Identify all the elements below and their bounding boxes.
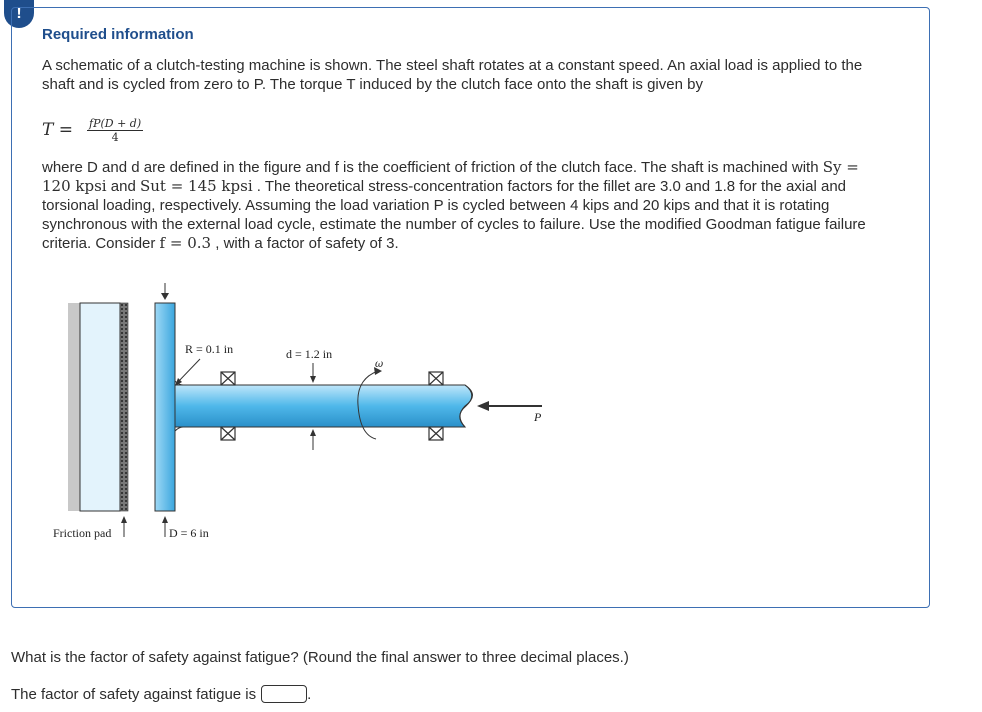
label-omega: ω [375, 359, 384, 370]
problem-statement: A schematic of a clutch-testing machine is shown. The steel shaft rotates at a constant speed. An axial load is applied to the shaft and is cycled from zero to P. The torque T induced by the clutch face onto the shaft is given by [42, 57, 863, 93]
friction-pad [120, 303, 128, 511]
exclamation-icon: ! [4, 0, 34, 28]
details-text-2: and [106, 178, 140, 195]
answer-row [11, 685, 311, 703]
clutch-schematic-figure [40, 275, 560, 545]
clutch-flange [155, 303, 175, 511]
sut-expression: Sut = 145 kpsi [139, 177, 253, 195]
label-R: R = 0.1 in [185, 342, 234, 356]
sy-expression: Sy = 120 kpsi [42, 158, 859, 195]
friction-coefficient: f = 0.3 [159, 234, 212, 252]
formula-lhs: T = [42, 120, 73, 140]
answer-suffix: . [307, 685, 312, 703]
label-friction-pad: Friction pad [53, 526, 112, 540]
r-leader [177, 359, 200, 383]
backing-plate [68, 303, 80, 511]
problem-details [42, 158, 882, 253]
label-P: P [534, 410, 542, 424]
label-D: D = 6 in [169, 526, 209, 540]
question-text: What is the factor of safety against fatigue? (Round the final answer to three decimal places.) [11, 649, 629, 666]
details-text-4: , with a factor of safety of 3. [211, 235, 399, 252]
label-d: d = 1.2 in [286, 347, 333, 361]
formula-fraction [87, 117, 143, 144]
friction-disc [80, 303, 120, 511]
details-text-1: where D and d are defined in the figure and f is the coefficient of friction of the clutch face. The shaft is machined with [42, 159, 823, 176]
torque-formula [42, 110, 143, 150]
info-title: Required information [42, 26, 194, 43]
formula-denominator: 4 [111, 130, 119, 144]
details-text-3: . The theoretical stress-concentration factors for the fillet are 3.0 and 1.8 for the axial and torsional loading, respectively. Assuming the load variation P is cycled between 4 kips and 20 kips and that it is rotating synchronous with the external load cycle, estimate the number of cycles to failure. Use the modified Goodman fatigue failure criteria. Consider [42, 178, 866, 252]
answer-prefix: The factor of safety against fatigue is [11, 685, 257, 703]
factor-of-safety-input[interactable] [261, 685, 307, 703]
shaft [175, 385, 473, 427]
formula-numerator: fP(D + d) [89, 116, 142, 130]
